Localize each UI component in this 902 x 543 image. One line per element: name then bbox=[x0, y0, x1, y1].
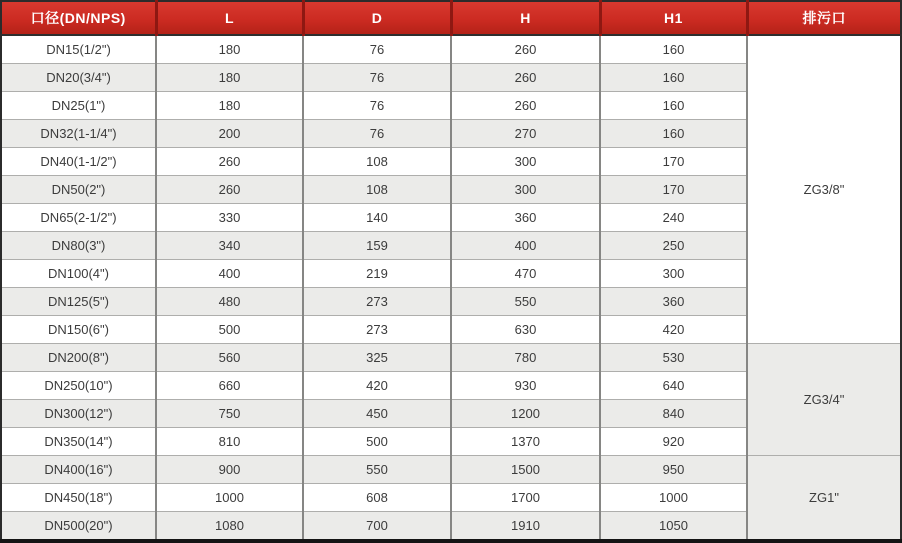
d-value-cell: 76 bbox=[303, 92, 451, 120]
h1-value-cell: 300 bbox=[600, 260, 747, 288]
h1-value-cell: 1000 bbox=[600, 484, 747, 512]
header-cell-h1: H1 bbox=[600, 1, 747, 35]
h-value-cell: 300 bbox=[451, 176, 600, 204]
d-value-cell: 273 bbox=[303, 288, 451, 316]
header-row bbox=[1, 1, 901, 35]
h1-value-cell: 160 bbox=[600, 35, 747, 64]
l-value-cell: 200 bbox=[156, 120, 303, 148]
d-value-cell: 76 bbox=[303, 35, 451, 64]
d-value-cell: 108 bbox=[303, 148, 451, 176]
drain-port-cell: ZG3/4" bbox=[747, 344, 901, 456]
h-value-cell: 550 bbox=[451, 288, 600, 316]
h-value-cell: 470 bbox=[451, 260, 600, 288]
h-value-cell: 630 bbox=[451, 316, 600, 344]
h-value-cell: 400 bbox=[451, 232, 600, 260]
drain-port-cell: ZG1" bbox=[747, 456, 901, 542]
l-value-cell: 180 bbox=[156, 35, 303, 64]
d-value-cell: 450 bbox=[303, 400, 451, 428]
h-value-cell: 260 bbox=[451, 35, 600, 64]
size-cell: DN125(5") bbox=[1, 288, 156, 316]
h-value-cell: 1700 bbox=[451, 484, 600, 512]
l-value-cell: 1000 bbox=[156, 484, 303, 512]
h-value-cell: 1910 bbox=[451, 512, 600, 542]
size-cell: DN300(12") bbox=[1, 400, 156, 428]
size-cell: DN200(8") bbox=[1, 344, 156, 372]
size-cell: DN250(10") bbox=[1, 372, 156, 400]
size-cell: DN50(2") bbox=[1, 176, 156, 204]
d-value-cell: 420 bbox=[303, 372, 451, 400]
h-value-cell: 270 bbox=[451, 120, 600, 148]
drain-port-cell: ZG3/8" bbox=[747, 35, 901, 344]
table-header bbox=[1, 1, 901, 35]
table-body bbox=[1, 35, 901, 541]
size-cell: DN32(1-1/4") bbox=[1, 120, 156, 148]
table-row bbox=[1, 456, 901, 484]
h1-value-cell: 360 bbox=[600, 288, 747, 316]
d-value-cell: 500 bbox=[303, 428, 451, 456]
header-cell-h: H bbox=[451, 1, 600, 35]
size-cell: DN150(6") bbox=[1, 316, 156, 344]
d-value-cell: 219 bbox=[303, 260, 451, 288]
h-value-cell: 1500 bbox=[451, 456, 600, 484]
l-value-cell: 660 bbox=[156, 372, 303, 400]
h1-value-cell: 250 bbox=[600, 232, 747, 260]
size-cell: DN100(4") bbox=[1, 260, 156, 288]
h1-value-cell: 170 bbox=[600, 148, 747, 176]
d-value-cell: 159 bbox=[303, 232, 451, 260]
size-cell: DN40(1-1/2") bbox=[1, 148, 156, 176]
h1-value-cell: 640 bbox=[600, 372, 747, 400]
l-value-cell: 260 bbox=[156, 176, 303, 204]
h1-value-cell: 1050 bbox=[600, 512, 747, 542]
size-cell: DN350(14") bbox=[1, 428, 156, 456]
h-value-cell: 780 bbox=[451, 344, 600, 372]
d-value-cell: 140 bbox=[303, 204, 451, 232]
size-cell: DN20(3/4") bbox=[1, 64, 156, 92]
h1-value-cell: 920 bbox=[600, 428, 747, 456]
size-cell: DN400(16") bbox=[1, 456, 156, 484]
h-value-cell: 1370 bbox=[451, 428, 600, 456]
h-value-cell: 260 bbox=[451, 92, 600, 120]
size-cell: DN65(2-1/2") bbox=[1, 204, 156, 232]
d-value-cell: 108 bbox=[303, 176, 451, 204]
header-cell-drain: 排污口 bbox=[747, 1, 901, 35]
h1-value-cell: 950 bbox=[600, 456, 747, 484]
size-cell: DN450(18") bbox=[1, 484, 156, 512]
h1-value-cell: 840 bbox=[600, 400, 747, 428]
size-cell: DN15(1/2") bbox=[1, 35, 156, 64]
h1-value-cell: 160 bbox=[600, 120, 747, 148]
l-value-cell: 480 bbox=[156, 288, 303, 316]
d-value-cell: 700 bbox=[303, 512, 451, 542]
size-cell: DN25(1") bbox=[1, 92, 156, 120]
header-cell-size: 口径(DN/NPS) bbox=[1, 1, 156, 35]
l-value-cell: 750 bbox=[156, 400, 303, 428]
l-value-cell: 1080 bbox=[156, 512, 303, 542]
size-cell: DN80(3") bbox=[1, 232, 156, 260]
size-cell: DN500(20") bbox=[1, 512, 156, 542]
d-value-cell: 550 bbox=[303, 456, 451, 484]
d-value-cell: 273 bbox=[303, 316, 451, 344]
h1-value-cell: 160 bbox=[600, 64, 747, 92]
l-value-cell: 500 bbox=[156, 316, 303, 344]
h1-value-cell: 530 bbox=[600, 344, 747, 372]
l-value-cell: 330 bbox=[156, 204, 303, 232]
h-value-cell: 260 bbox=[451, 64, 600, 92]
l-value-cell: 560 bbox=[156, 344, 303, 372]
l-value-cell: 180 bbox=[156, 64, 303, 92]
header-cell-d: D bbox=[303, 1, 451, 35]
l-value-cell: 400 bbox=[156, 260, 303, 288]
h1-value-cell: 170 bbox=[600, 176, 747, 204]
l-value-cell: 180 bbox=[156, 92, 303, 120]
table-row bbox=[1, 344, 901, 372]
l-value-cell: 340 bbox=[156, 232, 303, 260]
d-value-cell: 325 bbox=[303, 344, 451, 372]
h1-value-cell: 160 bbox=[600, 92, 747, 120]
header-cell-l: L bbox=[156, 1, 303, 35]
h-value-cell: 300 bbox=[451, 148, 600, 176]
l-value-cell: 260 bbox=[156, 148, 303, 176]
d-value-cell: 76 bbox=[303, 64, 451, 92]
h-value-cell: 930 bbox=[451, 372, 600, 400]
l-value-cell: 810 bbox=[156, 428, 303, 456]
h1-value-cell: 240 bbox=[600, 204, 747, 232]
h-value-cell: 360 bbox=[451, 204, 600, 232]
h1-value-cell: 420 bbox=[600, 316, 747, 344]
h-value-cell: 1200 bbox=[451, 400, 600, 428]
l-value-cell: 900 bbox=[156, 456, 303, 484]
d-value-cell: 608 bbox=[303, 484, 451, 512]
table-row bbox=[1, 35, 901, 64]
d-value-cell: 76 bbox=[303, 120, 451, 148]
